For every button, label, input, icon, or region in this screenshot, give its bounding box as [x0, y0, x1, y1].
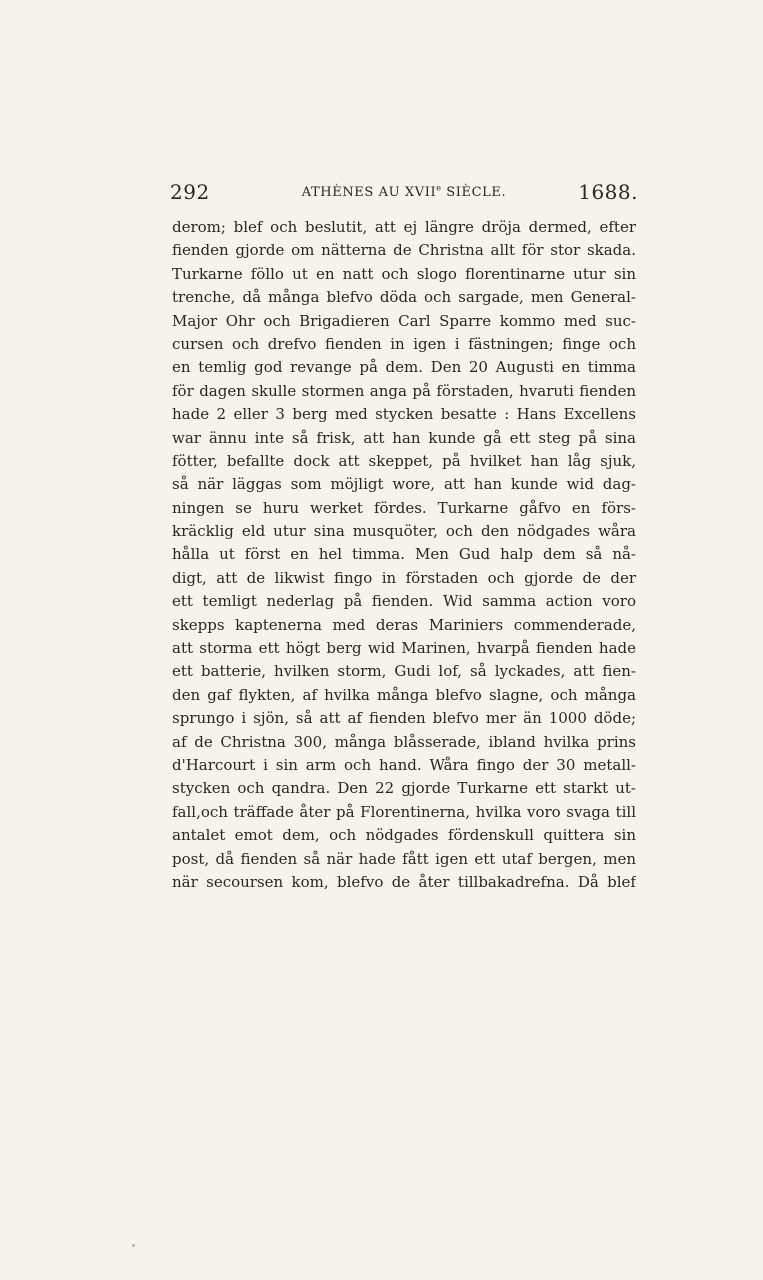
text-line: den gaf flykten, af hvilka många blefvo slagne, och många: [172, 685, 636, 704]
running-title-main: ATHÈNES AU XVII: [301, 185, 437, 200]
text-line: fall,och träffade åter på Florentinerna, hvilka voro svaga till: [172, 802, 636, 821]
text-line: när secoursen kom, blefvo de åter tillbakadrefna. Då blef: [172, 872, 636, 891]
text-line: ett batterie, hvilken storm, Gudi lof, så lyckades, att fien-: [172, 662, 636, 681]
text-line: att storma ett högt berg wid Marinen, hvarpå fienden hade: [172, 639, 636, 658]
text-line: Turkarne föllo ut en natt och slogo florentinarne utur sin: [172, 264, 636, 283]
text-line: cursen och drefvo fienden in igen i fästningen; finge och: [172, 334, 636, 353]
text-line: fötter, befallte dock att skeppet, på hvilket han låg sjuk,: [172, 451, 636, 470]
running-head: [170, 178, 638, 208]
text-line: digt, att de likwist fingo in förstaden och gjorde de der: [172, 568, 636, 587]
text-line: för dagen skulle stormen anga på förstaden, hvaruti fienden: [172, 381, 636, 400]
body-text: [172, 216, 636, 894]
running-title: [170, 185, 638, 200]
text-line: ett temligt nederlag på fienden. Wid samma action voro: [172, 592, 636, 611]
text-line: war ännu inte så frisk, att han kunde gå ett steg på sina: [172, 428, 636, 447]
page-number: 292: [170, 180, 210, 204]
text-line: derom; blef och beslutit, att ej längre dröja dermed, efter: [172, 218, 636, 236]
text-line: antalet emot dem, och nödgades fördenskull quittera sin: [172, 826, 636, 845]
header-year: 1688.: [578, 180, 638, 204]
text-line: hålla ut först en hel timma. Men Gud halp dem så nå-: [172, 545, 636, 564]
text-line: kräcklig eld utur sina musquöter, och den nödgades wåra: [172, 522, 636, 541]
text-line: en temlig god revange på dem. Den 20 Augusti en timma: [172, 358, 636, 377]
text-line: skepps kaptenerna med deras Mariniers commenderade,: [172, 615, 636, 634]
paper-speck: [132, 1244, 135, 1247]
running-title-end: SIÈCLE.: [441, 185, 507, 200]
text-line: stycken och qandra. Den 22 gjorde Turkarne ett starkt ut-: [172, 779, 636, 798]
text-line: Major Ohr och Brigadieren Carl Sparre kommo med suc-: [172, 311, 636, 330]
text-line: hade 2 eller 3 berg med stycken besatte : Hans Excellens: [172, 405, 636, 424]
text-line: trenche, då många blefvo döda och sargade, men General-: [172, 288, 636, 307]
text-line: d'Harcourt i sin arm och hand. Wåra fingo der 30 metall-: [172, 755, 636, 774]
running-title-superscript: e: [436, 183, 442, 193]
text-line: af de Christna 300, många blåsserade, ibland hvilka prins: [172, 732, 636, 751]
text-line: fienden gjorde om nätterna de Christna allt för stor skada.: [172, 241, 636, 260]
text-line: sprungo i sjön, så att af fienden blefvo mer än 1000 döde;: [172, 709, 636, 728]
text-line: ningen se huru werket fördes. Turkarne gåfvo en förs-: [172, 498, 636, 517]
text-line: så när läggas som möjligt wore, att han kunde wid dag-: [172, 475, 636, 494]
text-line: post, då fienden så när hade fått igen ett utaf bergen, men: [172, 849, 636, 868]
